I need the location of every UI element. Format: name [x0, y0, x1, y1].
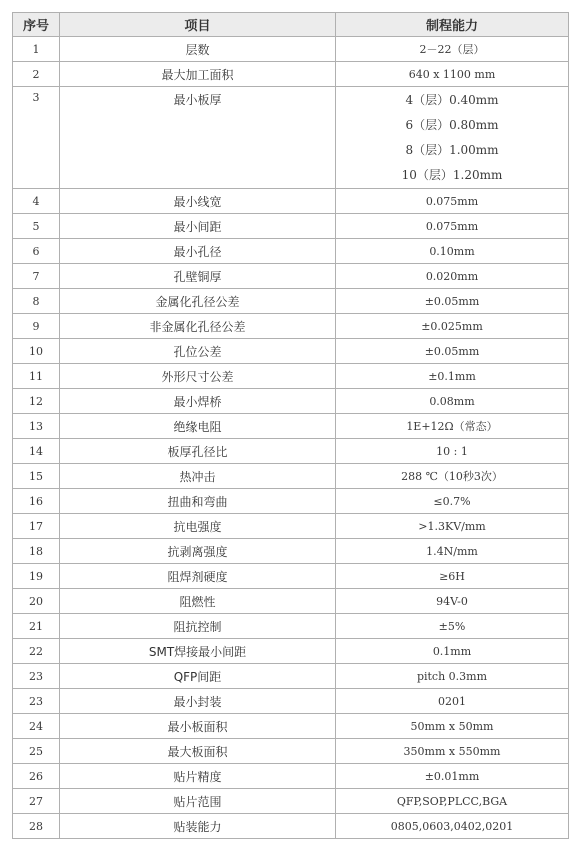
capability-line: 4（层）0.40mm: [405, 93, 499, 107]
table-row: [13, 239, 569, 264]
row-number: 22: [13, 639, 60, 664]
row-number: 9: [13, 314, 60, 339]
row-item: 层数: [60, 37, 336, 62]
row-number: 6: [13, 239, 60, 264]
table-row: [13, 689, 569, 714]
row-item: 板厚孔径比: [60, 439, 336, 464]
row-item: 最小间距: [60, 214, 336, 239]
table-row: [13, 564, 569, 589]
table-row: [13, 87, 569, 189]
row-number: 17: [13, 514, 60, 539]
row-capability: 640 x 1100 mm: [336, 62, 569, 87]
row-capability: ±0.05mm: [336, 339, 569, 364]
row-capability: ±0.1mm: [336, 364, 569, 389]
row-number: 18: [13, 539, 60, 564]
row-number: 12: [13, 389, 60, 414]
row-item: 外形尺寸公差: [60, 364, 336, 389]
row-item: 贴片精度: [60, 764, 336, 789]
header-item: 项目: [60, 13, 336, 37]
row-capability: 50mm x 50mm: [336, 714, 569, 739]
row-capability: QFP,SOP,PLCC,BGA: [336, 789, 569, 814]
row-number: 25: [13, 739, 60, 764]
row-item: 最大加工面积: [60, 62, 336, 87]
row-number: 23: [13, 689, 60, 714]
row-number: 27: [13, 789, 60, 814]
row-number: 3: [13, 87, 60, 189]
table-row: [13, 37, 569, 62]
capability-line: 8（层）1.00mm: [405, 143, 499, 157]
row-capability: ≤0.7%: [336, 489, 569, 514]
row-number: 10: [13, 339, 60, 364]
row-number: 28: [13, 814, 60, 839]
row-item: 最小板厚: [60, 87, 336, 189]
capability-line: 10（层）1.20mm: [401, 168, 503, 182]
row-capability: >1.3KV/mm: [336, 514, 569, 539]
row-number: 23: [13, 664, 60, 689]
row-capability: 0.08mm: [336, 389, 569, 414]
table-row: [13, 389, 569, 414]
row-item: 扭曲和弯曲: [60, 489, 336, 514]
row-number: 26: [13, 764, 60, 789]
table-row: [13, 62, 569, 87]
row-capability: 1.4N/mm: [336, 539, 569, 564]
row-capability: pitch 0.3mm: [336, 664, 569, 689]
row-number: 16: [13, 489, 60, 514]
row-item: 最小线宽: [60, 189, 336, 214]
row-number: 4: [13, 189, 60, 214]
row-capability: ≥6H: [336, 564, 569, 589]
table-row: [13, 189, 569, 214]
row-item: 孔壁铜厚: [60, 264, 336, 289]
table-row: [13, 489, 569, 514]
row-item: 热冲击: [60, 464, 336, 489]
row-capability: 2－22（层）: [336, 37, 569, 62]
row-capability: 350mm x 550mm: [336, 739, 569, 764]
row-number: 15: [13, 464, 60, 489]
row-capability: 94V-0: [336, 589, 569, 614]
row-capability: 0.020mm: [336, 264, 569, 289]
row-number: 20: [13, 589, 60, 614]
table-row: [13, 514, 569, 539]
table-row: [13, 464, 569, 489]
row-number: 8: [13, 289, 60, 314]
table-row: [13, 789, 569, 814]
row-item: 阻抗控制: [60, 614, 336, 639]
row-capability: ±5%: [336, 614, 569, 639]
row-item: 最大板面积: [60, 739, 336, 764]
row-item: 阻燃性: [60, 589, 336, 614]
row-item: 最小板面积: [60, 714, 336, 739]
row-item: 绝缘电阻: [60, 414, 336, 439]
row-number: 5: [13, 214, 60, 239]
table-header-row: [13, 13, 569, 37]
row-number: 13: [13, 414, 60, 439]
table-row: [13, 439, 569, 464]
row-number: 19: [13, 564, 60, 589]
table-row: [13, 764, 569, 789]
table-row: [13, 264, 569, 289]
row-item: QFP间距: [60, 664, 336, 689]
row-item: 抗剥离强度: [60, 539, 336, 564]
capability-line: 6（层）0.80mm: [405, 118, 499, 132]
table-row: [13, 289, 569, 314]
table-row: [13, 739, 569, 764]
table-row: [13, 539, 569, 564]
row-capability: 0.075mm: [336, 189, 569, 214]
row-item: 最小封装: [60, 689, 336, 714]
row-capability: ±0.05mm: [336, 289, 569, 314]
row-capability: 0.10mm: [336, 239, 569, 264]
row-item: 孔位公差: [60, 339, 336, 364]
row-capability: ±0.025mm: [336, 314, 569, 339]
row-number: 14: [13, 439, 60, 464]
table-row: [13, 339, 569, 364]
row-capability: 0.1mm: [336, 639, 569, 664]
row-number: 11: [13, 364, 60, 389]
row-item: 贴装能力: [60, 814, 336, 839]
table-body: [13, 37, 569, 839]
table-row: [13, 714, 569, 739]
row-item: 金属化孔径公差: [60, 289, 336, 314]
table-row: [13, 614, 569, 639]
row-capability: 0201: [336, 689, 569, 714]
row-item: 抗电强度: [60, 514, 336, 539]
row-capability: 1E+12Ω（常态）: [336, 414, 569, 439]
table-row: [13, 364, 569, 389]
process-capability-table-container: [12, 12, 568, 839]
header-no: 序号: [13, 13, 60, 37]
table-row: [13, 664, 569, 689]
header-capability: 制程能力: [336, 13, 569, 37]
table-row: [13, 314, 569, 339]
row-capability: 288 ℃（10秒3次）: [336, 464, 569, 489]
row-number: 7: [13, 264, 60, 289]
row-number: 21: [13, 614, 60, 639]
row-item: 阻焊剂硬度: [60, 564, 336, 589]
table-row: [13, 814, 569, 839]
row-capability: ±0.01mm: [336, 764, 569, 789]
row-item: 非金属化孔径公差: [60, 314, 336, 339]
row-number: 1: [13, 37, 60, 62]
row-capability: 0.075mm: [336, 214, 569, 239]
table-row: [13, 214, 569, 239]
table-row: [13, 639, 569, 664]
row-item: 最小孔径: [60, 239, 336, 264]
row-capability: 10 : 1: [336, 439, 569, 464]
row-capability: 0805,0603,0402,0201: [336, 814, 569, 839]
row-item: 贴片范围: [60, 789, 336, 814]
row-number: 24: [13, 714, 60, 739]
row-capability: [336, 87, 569, 189]
row-number: 2: [13, 62, 60, 87]
row-item: SMT焊接最小间距: [60, 639, 336, 664]
row-item: 最小焊桥: [60, 389, 336, 414]
table-row: [13, 414, 569, 439]
process-capability-table: [12, 12, 569, 839]
table-row: [13, 589, 569, 614]
